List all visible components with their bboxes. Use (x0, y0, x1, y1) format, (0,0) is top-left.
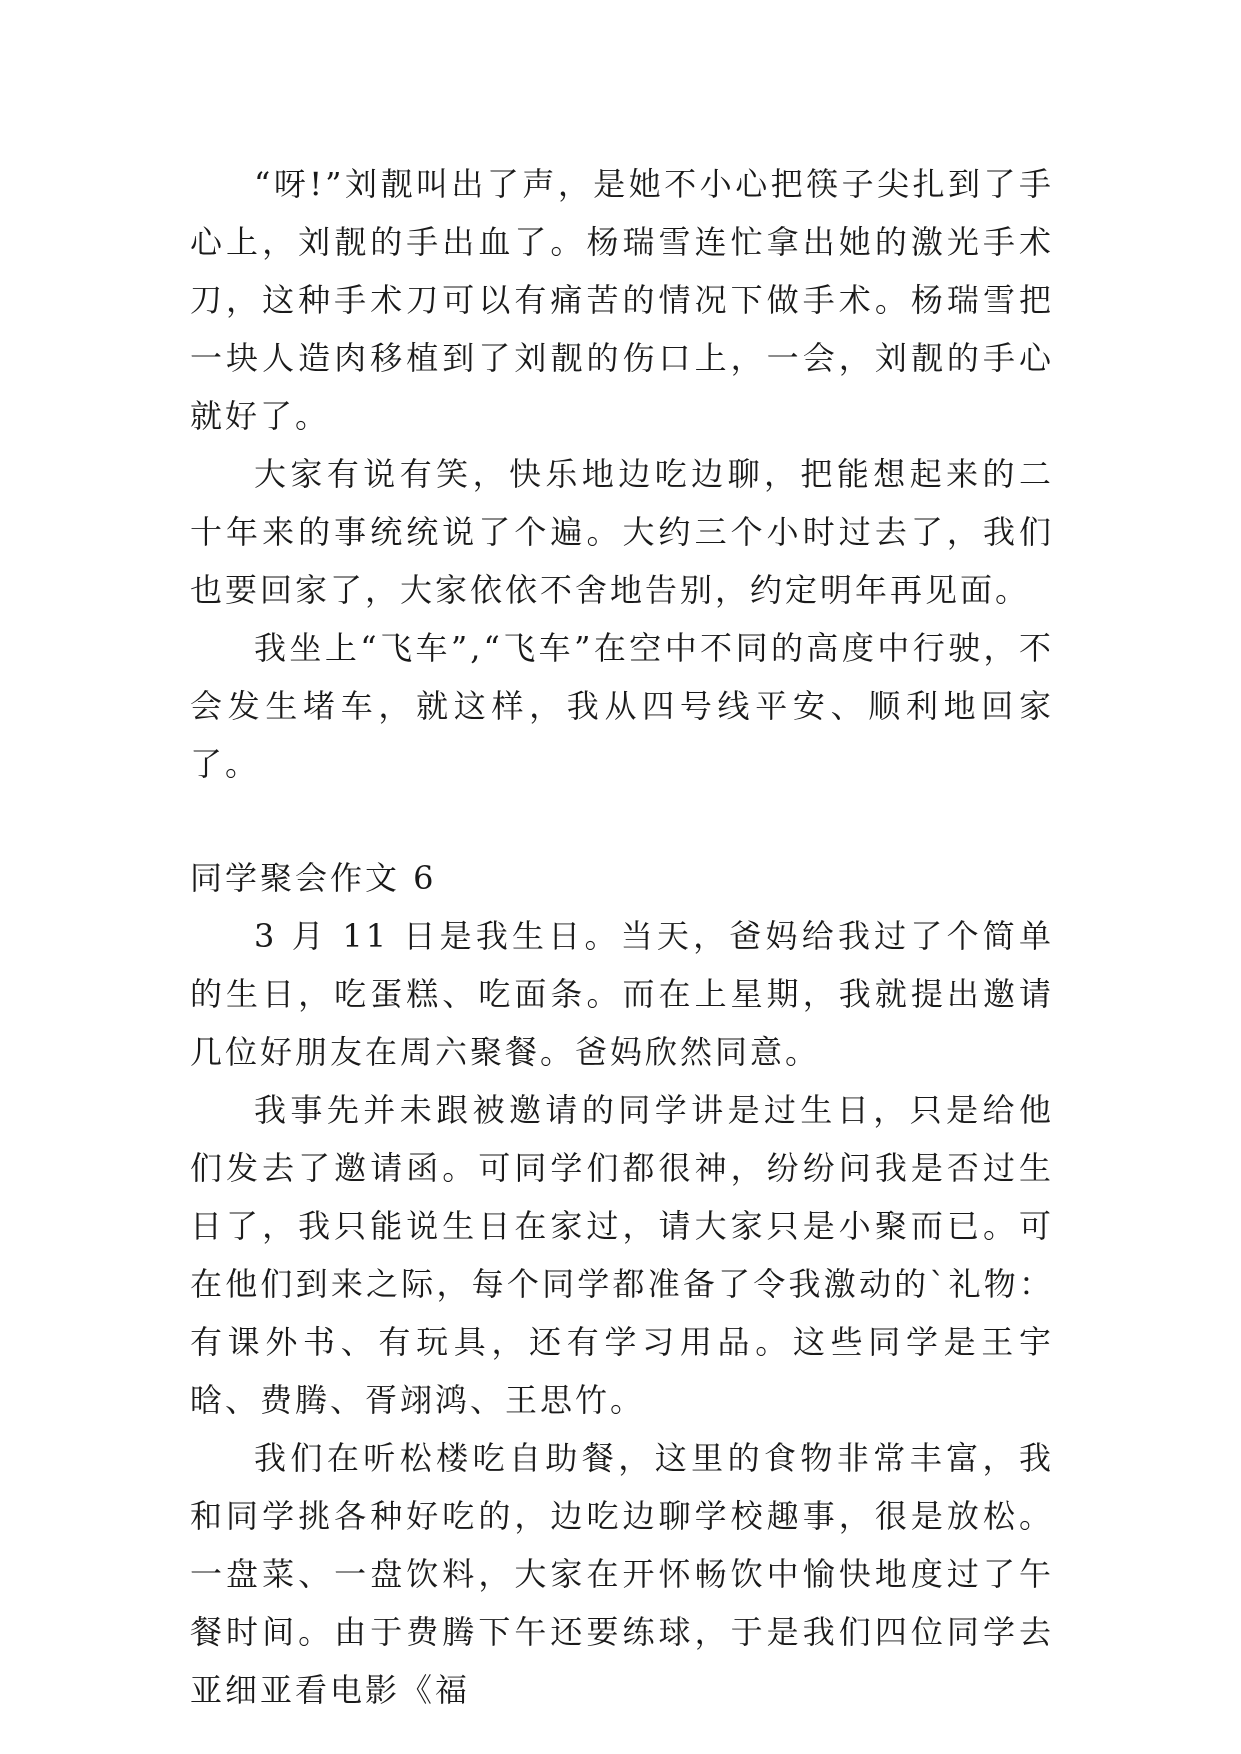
paragraph: 3 月 11 日是我生日。当天，爸妈给我过了个简单的生日，吃蛋糕、吃面条。而在上星期，我就提出邀请几位好朋友在周六聚餐。爸妈欣然同意。 (190, 917, 1054, 1071)
paragraph: 我坐上“飞车”,“飞车”在空中不同的高度中行驶，不会发生堵车，就这样，我从四号线平安、顺利地回家了。 (190, 629, 1054, 783)
paragraph: 大家有说有笑，快乐地边吃边聊，把能想起来的二十年来的事统统说了个遍。大约三个小时过去了，我们也要回家了，大家依依不舍地告别，约定明年再见面。 (190, 455, 1054, 609)
document-body (190, 155, 1054, 1719)
paragraph: 我事先并未跟被邀请的同学讲是过生日，只是给他们发去了邀请函。可同学们都很神，纷纷问我是否过生日了，我只能说生日在家过，请大家只是小聚而已。可在他们到来之际，每个同学都准备了令我激动的`礼物：有课外书、有玩具，还有学习用品。这些同学是王宇晗、费腾、胥翊鸿、王思竹。 (190, 1091, 1054, 1419)
paragraph: 我们在听松楼吃自助餐，这里的食物非常丰富，我和同学挑各种好吃的，边吃边聊学校趣事，很是放松。一盘菜、一盘饮料，大家在开怀畅饮中愉快地度过了午餐时间。由于费腾下午还要练球，于是我们四位同学去亚细亚看电影《福 (190, 1439, 1054, 1709)
paragraph: “呀!”刘靓叫出了声，是她不小心把筷子尖扎到了手心上，刘靓的手出血了。杨瑞雪连忙拿出她的激光手术刀，这种手术刀可以有痛苦的情况下做手术。杨瑞雪把一块人造肉移植到了刘靓的伤口上，一会，刘靓的手心就好了。 (190, 165, 1054, 435)
section-title: 同学聚会作文 6 (190, 859, 437, 897)
